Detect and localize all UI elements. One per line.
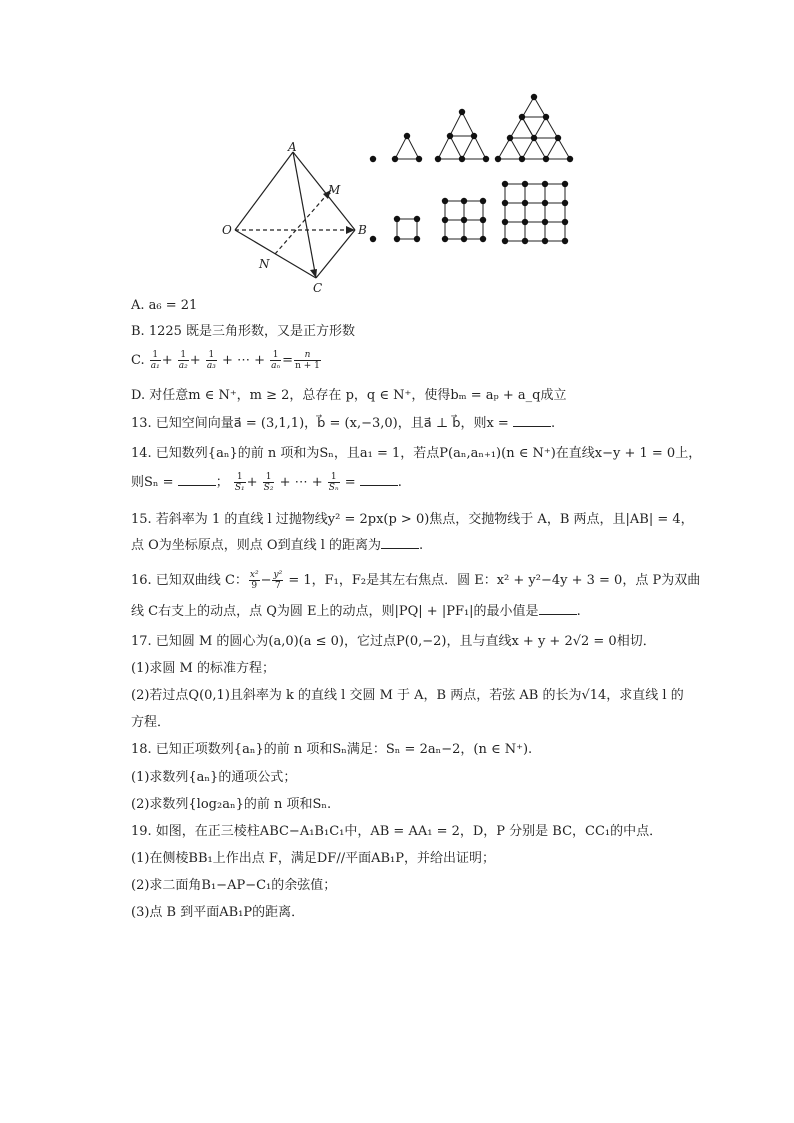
- question-19-line1: 19. 如图，在正三棱柱ABC−A₁B₁C₁中，AB = AA₁ = 2，D，P 分别是 BC，CC₁的中点．: [131, 824, 663, 839]
- frac-x2-9: $\frac{\text{x²}}{9}$: [249, 570, 259, 591]
- question-16-line2: 线 C右支上的动点，点 Q为圆 E上的动点，则|PQ| + |PF₁|的最小值是 .: [131, 604, 581, 619]
- frac-c2: $\frac{1}{\text{a₂}}$: [178, 350, 188, 371]
- answer-blank[interactable]: [381, 536, 419, 549]
- question-14-line1: 14. 已知数列{aₙ}的前 n 项和为Sₙ，且a₁ = 1，若点P(aₙ,aₙ₊₁)(n ∈ N⁺)在直线x−y + 1 = 0上，: [131, 446, 702, 461]
- label-C: C: [313, 281, 323, 295]
- question-19-line4: (3)点 B 到平面AB₁P的距离．: [131, 905, 305, 920]
- option-c: C. $\frac{1}{\text{a₁}}$ + $\frac{1}{\text{a₂}}$ + $\frac{1}{\text{a₃}}$ + ⋯ + $\frac{1}{\text{aₙ}}$ = $\frac{n}{n + 1}$: [131, 350, 320, 371]
- square-numbers-figure: [365, 180, 575, 248]
- frac-cn: $\frac{1}{\text{aₙ}}$: [271, 350, 281, 371]
- option-d: D. 对任意m ∈ N⁺，m ≥ 2，总存在 p，q ∈ N⁺，使得bₘ = aₚ + a_q成立: [131, 388, 567, 403]
- option-a: A. a₆ = 21: [131, 298, 198, 313]
- question-15-line2: 点 O为坐标原点，则点 O到直线 l 的距离为 .: [131, 538, 424, 553]
- question-14-line2: 则Sₙ = ； $\frac{1}{\text{S₁}}$ + $\frac{1}{\text{S₂}}$ + ⋯ + $\frac{1}{\text{Sₙ}}$ = .: [131, 472, 402, 493]
- question-18-line1: 18. 已知正项数列{aₙ}的前 n 项和Sₙ满足：Sₙ = 2aₙ−2，(n ∈ N⁺).: [131, 742, 533, 757]
- frac-y2-7: $\frac{\text{y²}}{7}$: [273, 570, 283, 591]
- frac-c-rhs: $\frac{n}{n + 1}$: [295, 350, 320, 371]
- question-18-line3: (2)求数列{log₂aₙ}的前 n 项和Sₙ.: [131, 797, 332, 812]
- question-15-line1: 15. 若斜率为 1 的直线 l 过抛物线y² = 2px(p > 0)焦点，交抛物线于 A，B 两点，且|AB| = 4，: [131, 512, 694, 527]
- frac-c1: $\frac{1}{\text{a₁}}$: [150, 350, 160, 371]
- label-N: N: [259, 257, 270, 271]
- option-b: B. 1225 既是三角形数，又是正方形数: [131, 324, 356, 339]
- question-19-line3: (2)求二面角B₁−AP−C₁的余弦值；: [131, 878, 337, 893]
- frac-c3: $\frac{1}{\text{a₃}}$: [206, 350, 216, 371]
- question-17-line1: 17. 已知圆 M 的圆心为(a,0)(a ≤ 0)，它过点P(0,−2)，且与直线x + y + 2√2 = 0相切．: [131, 634, 656, 649]
- question-17-line4: 方程．: [131, 715, 171, 730]
- option-c-prefix: C.: [131, 353, 145, 368]
- answer-blank[interactable]: [513, 414, 551, 427]
- frac-s1: $\frac{1}{\text{S₁}}$: [234, 472, 245, 493]
- question-17-line3: (2)若过点Q(0,1)且斜率为 k 的直线 l 交圆 M 于 A，B 两点，若弦 AB 的长为√14，求直线 l 的: [131, 688, 684, 703]
- answer-blank[interactable]: [539, 602, 577, 615]
- tetrahedron-figure: [215, 140, 375, 300]
- triangular-numbers-figure: [365, 92, 575, 164]
- label-M: M: [328, 183, 341, 197]
- answer-blank[interactable]: [178, 473, 216, 486]
- question-17-line2: (1)求圆 M 的标准方程；: [131, 661, 275, 676]
- question-16-line1: 16. 已知双曲线 C： $\frac{\text{x²}}{9}$ − $\frac{\text{y²}}{7}$ = 1，F₁，F₂是其左右焦点．圆 E：x² + y²−4y + 3 = 0，点 P为双曲: [131, 570, 701, 591]
- label-A: A: [288, 140, 297, 154]
- answer-blank[interactable]: [360, 473, 398, 486]
- frac-s2: $\frac{1}{\text{S₂}}$: [263, 472, 274, 493]
- frac-sn: $\frac{1}{\text{Sₙ}}$: [328, 472, 339, 493]
- question-13: 13. 已知空间向量a⃗ = (3,1,1)，b⃗ = (x,−3,0)，且a⃗ ⊥ b⃗，则x = .: [131, 416, 556, 431]
- question-18-line2: (1)求数列{aₙ}的通项公式；: [131, 770, 297, 785]
- label-O: O: [222, 223, 232, 237]
- question-19-line2: (1)在侧棱BB₁上作出点 F，满足DF//平面AB₁P，并给出证明；: [131, 851, 495, 866]
- label-B: B: [358, 223, 367, 237]
